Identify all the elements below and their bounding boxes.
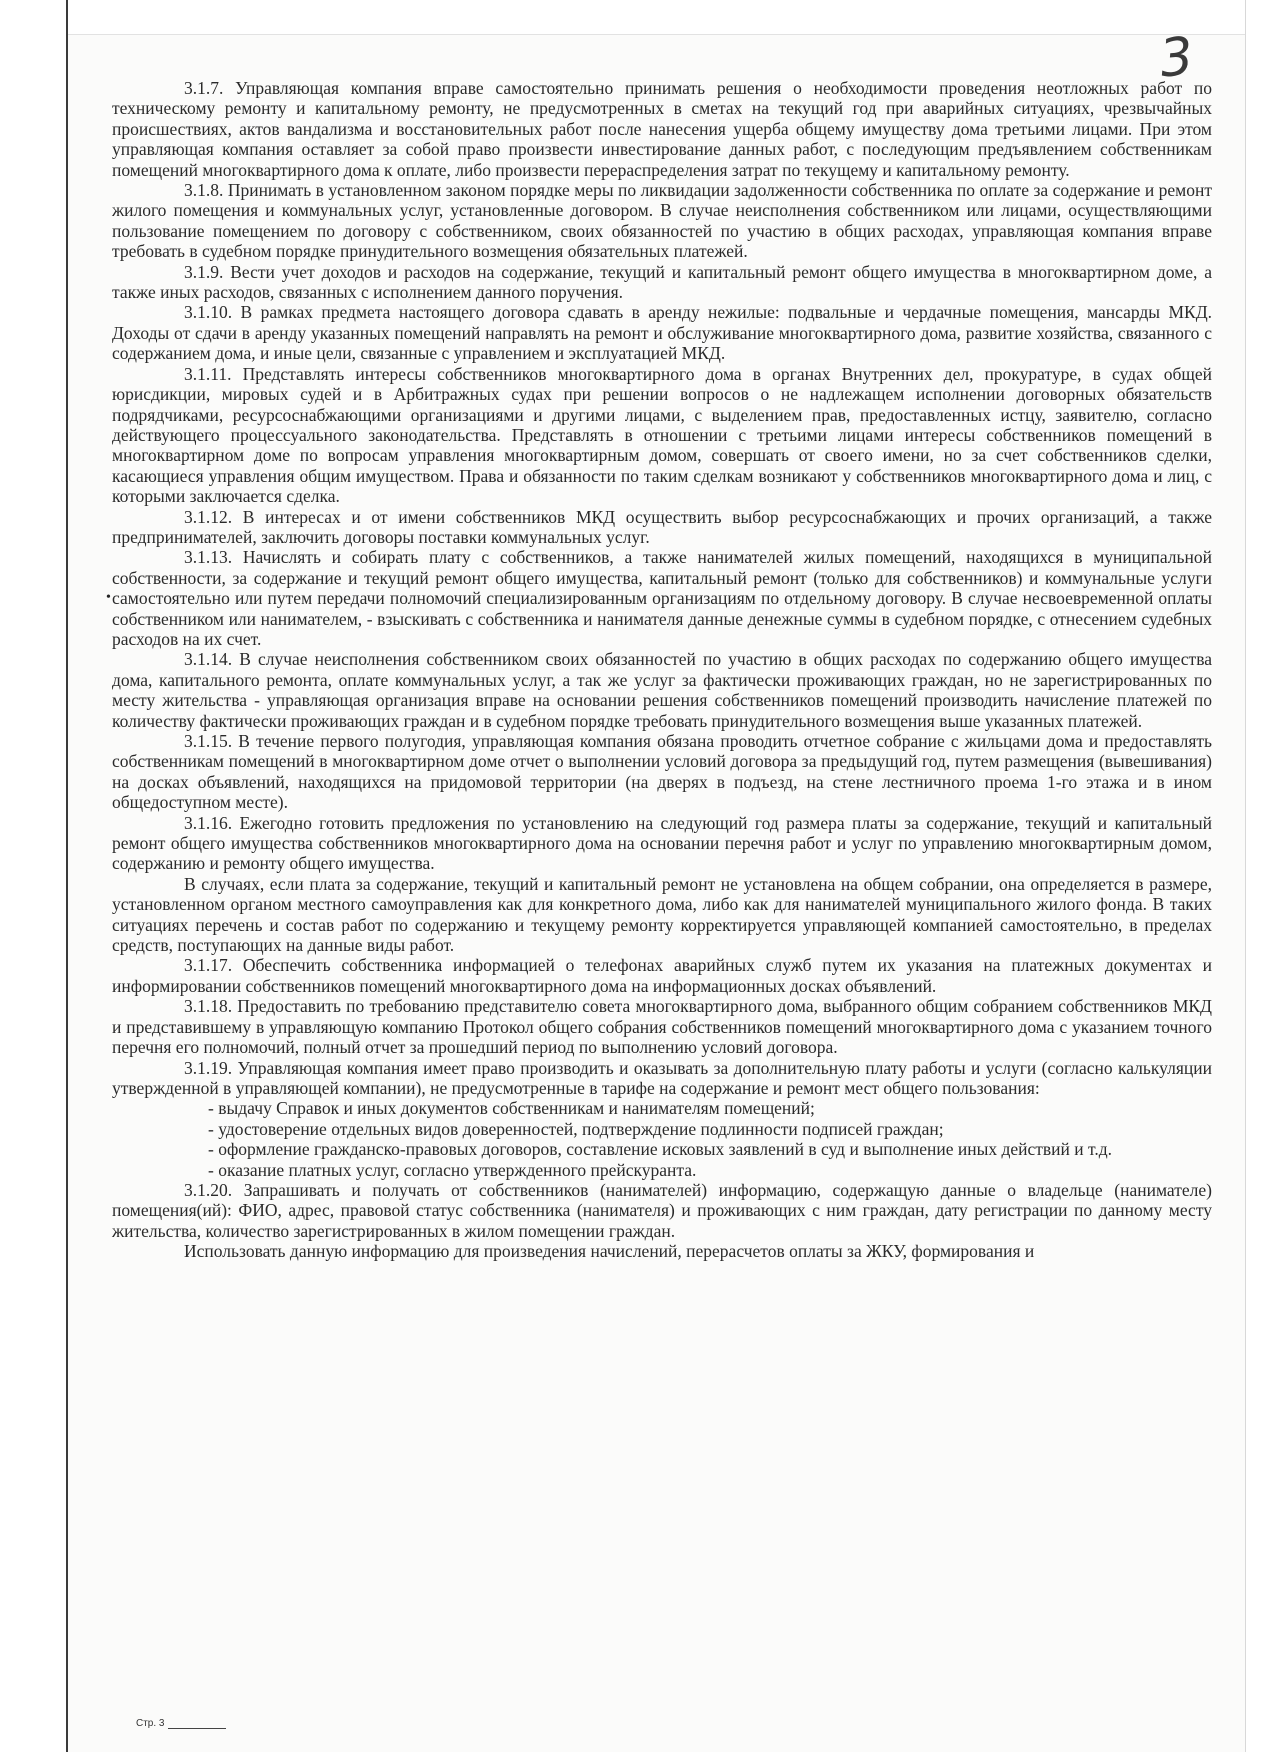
clause-3-1-13: 3.1.13. Начислять и собирать плату с собственников, а также нанимателей жилых помещений, находящихся в муниципальной собственности, за содержание и текущий ремонт общего имущества, капитальный ремонт (только для собственников) и коммунальные услуги самостоятельно или путем передачи полномочий специализированным организациям по отдельному договору. В случае несвоевременной оплаты собственником или нанимателем, - взыскивать с собственника и нанимателя данные денежные суммы в судебном порядке, с отнесением судебных расходов на их счет. [112,547,1212,649]
signature-line [168,1728,226,1729]
clause-3-1-15: 3.1.15. В течение первого полугодия, управляющая компания обязана проводить отчетное собрание с жильцами дома и предоставлять собственникам помещений в многоквартирном доме отчет о выполнении условий договора за предыдущий год, путем размещения (вывешивания) на досках объявлений, находящихся на придомовой территории (на дверях в подъезд, на стене лестничного проема 1-го этажа и в ином общедоступном месте). [112,731,1212,813]
clause-3-1-9: 3.1.9. Вести учет доходов и расходов на содержание, текущий и капитальный ремонт общего имущества в многоквартирном доме, а также иных расходов, связанных с исполнением данного поручения. [112,261,1212,303]
list-item: - оформление гражданско-правовых договоров, составление исковых заявлений в суд и выполнение иных действий и т.д. [208,1139,1113,1160]
clause-3-1-14: 3.1.14. В случае неисполнения собственником своих обязанностей по участию в общих расходах по содержанию общего имущества дома, капитального ремонта, оплате коммунальных услуг, а так же услуг за фактически проживающих граждан, но не зарегистрированных по месту жительства - управляющая организация вправе на основании решения собственников помещений производить начисление платежей по количеству фактически проживающих граждан и в судебном порядке требовать принудительного возмещения выше указанных платежей. [112,649,1212,731]
clause-3-1-16: 3.1.16. Ежегодно готовить предложения по установлению на следующий год размера платы за содержание, текущий и капитальный ремонт общего имущества собственников многоквартирного дома на основании перечня работ и услуг по управлению многоквартирным домом, содержанию и ремонту общего имущества. [112,812,1212,874]
clause-3-1-7: 3.1.7. Управляющая компания вправе самостоятельно принимать решения о необходимости проведения неотложных работ по техническому ремонту и капитальному ремонту, не предусмотренных в сметах на текущий год при аварийных ситуациях, чрезвычайных происшествиях, актов вандализма и восстановительных работ после нанесения ущерба общему имуществу дома третьими лицами. При этом управляющая компания оставляет за собой право произвести инвестирование данных работ, с последующим предъявлением собственникам помещений многоквартирного дома к оплате, либо произвести перераспределения затрат по текущему и капитальному ремонту. [112,78,1212,180]
footer-page-label: Стр. 3 [136,1718,165,1729]
list-item: - оказание платных услуг, согласно утвержденного прейскуранта. [208,1159,697,1180]
page-footer [136,1718,226,1729]
list-item: - удостоверение отдельных видов доверенностей, подтверждение подлинности подписей граждан; [208,1118,944,1139]
list-item: - выдачу Справок и иных документов собственникам и нанимателям помещений; [208,1098,815,1119]
clause-3-1-17: 3.1.17. Обеспечить собственника информацией о телефонах аварийных служб путем их указания на платежных документах и информировании собственников помещений многоквартирного дома на информационных досках объявлений. [112,955,1212,996]
clause-3-1-20: 3.1.20. Запрашивать и получать от собственников (нанимателей) информацию, содержащую данные о владельце (нанимателе) помещения(ий): ФИО, адрес, правовой статус собственника (нанимателя) и проживающих с ним граждан, дату регистрации по данному месту жительства, количество зарегистрированных в жилом помещении граждан. [112,1179,1212,1241]
clause-3-1-16-continuation: В случаях, если плата за содержание, текущий и капитальный ремонт не установлена на общем собрании, она определяется в размере, установленном органом местного самоуправления как для конкретного дома, либо как для нанимателей муниципального жилого фонда. В таких ситуациях перечень и состав работ по содержанию и текущему ремонту корректируется управляющей компанией самостоятельно, в пределах средств, поступающих на данные виды работ. [112,873,1212,956]
clause-3-1-18: 3.1.18. Предоставить по требованию представителю совета многоквартирного дома, выбранного общим собранием собственников МКД и представившему в управляющую компанию Протокол общего собрания собственников помещений многоквартирного дома с указанием точного перечня его полномочий, полный отчет за прошедший период по выполнению условий договора. [112,996,1212,1058]
clause-3-1-8: 3.1.8. Принимать в установленном законом порядке меры по ликвидации задолженности собственника по оплате за содержание и ремонт жилого помещения и коммунальных услуг, установленные договором. В случае неисполнения собственником или лицами, осуществляющими пользование помещением по договору с собственником, своих обязанностей по участию в общих расходах, управляющая компания вправе требовать в судебном порядке принудительного возмещения обязательных платежей. [112,180,1212,262]
scan-left-edge [0,0,68,1752]
clause-3-1-11: 3.1.11. Представлять интересы собственников многоквартирного дома в органах Внутренних дел, прокуратуре, в судах общей юрисдикции, мировых судей и в Арбитражных судах при решении вопросов о не надлежащем исполнении договорных обязательств подрядчиками, ресурсоснабжающими организациями и другими лицами, с выделением прав, предоставленных истцу, заявителю, согласно действующего процессуального законодательства. Представлять в отношении с третьими лицами интересы собственников помещений в многоквартирном доме по вопросам управления многоквартирным домом, совершать от своего имени, но за счет собственников сделки, касающиеся управления общим имуществом. Права и обязанности по таким сделкам возникают у собственников многоквартирного дома и лиц, с которыми заключается сделка. [112,363,1212,507]
clause-3-1-10: 3.1.10. В рамках предмета настоящего договора сдавать в аренду нежилые: подвальные и чердачные помещения, мансарды МКД. Доходы от сдачи в аренду указанных помещений направлять на ремонт и обслуживание многоквартирного дома, развитие хозяйства, связанного с содержанием дома, и иные цели, связанные с управлением и эксплуатацией МКД. [112,302,1212,364]
document-body [112,78,1212,1262]
clause-3-1-12: 3.1.12. В интересах и от имени собственников МКД осуществить выбор ресурсоснабжающих и прочих организаций, а также предпринимателей, заключить договоры поставки коммунальных услуг. [112,506,1212,547]
clause-3-1-20-continuation: Использовать данную информацию для произведения начислений, перерасчетов оплаты за ЖКУ, формирования и [184,1241,1035,1262]
scan-top-edge [0,0,1264,35]
clause-3-1-19: 3.1.19. Управляющая компания имеет право производить и оказывать за дополнительную плату работы и услуги (согласно калькуляции утвержденной в управляющей компании), не предусмотренные в тарифе на содержание и ремонт мест общего пользования: [112,1057,1212,1098]
margin-mark: • [106,590,111,605]
scan-right-edge [1245,0,1264,1752]
handwritten-page-number: 3 [1156,26,1197,90]
